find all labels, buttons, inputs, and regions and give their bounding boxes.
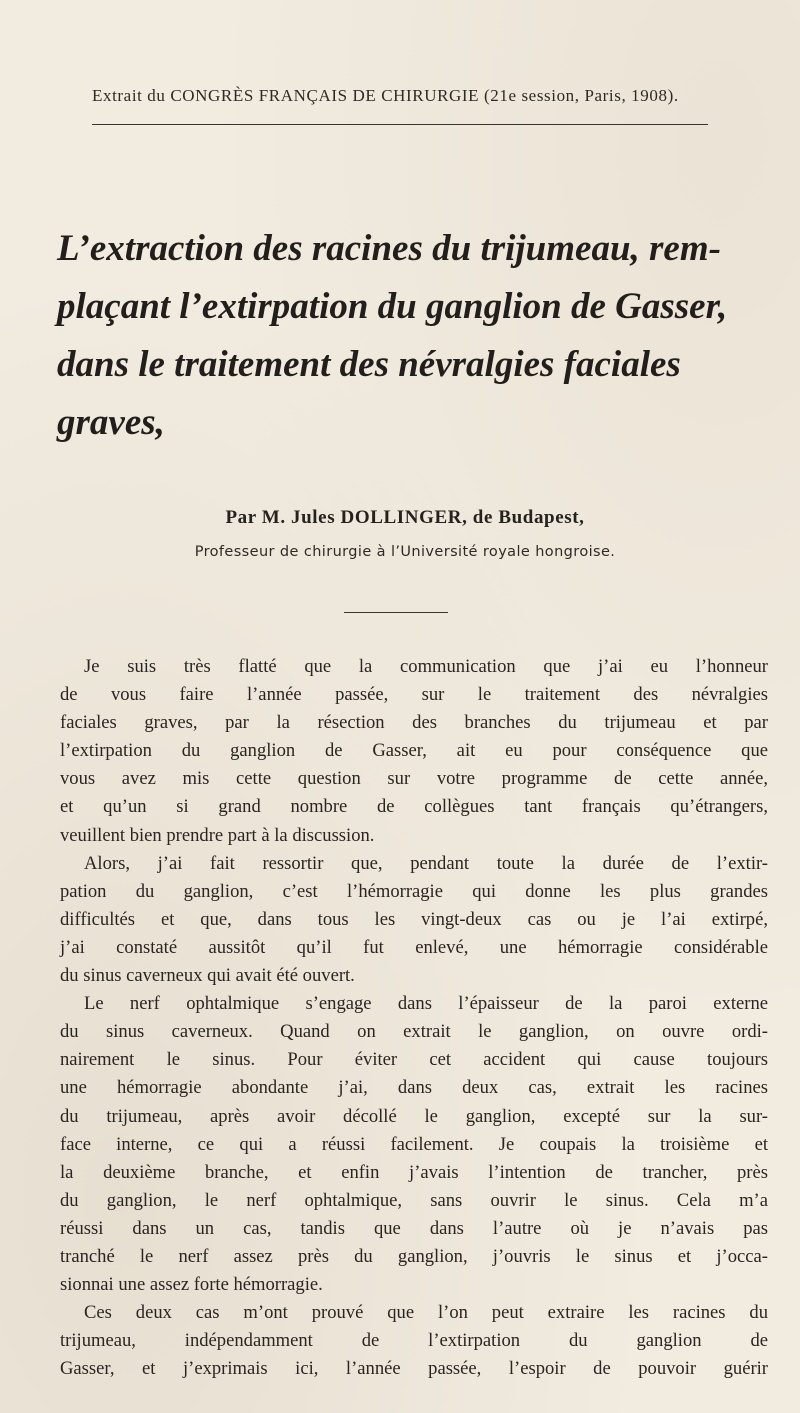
body-line: tranché le nerf assez près du ganglion, j’ouvris le sinus et j’occa-: [60, 1245, 768, 1267]
title-line: plaçant l’extirpation du ganglion de Gasser,: [57, 286, 728, 327]
body-line: du sinus caverneux. Quand on extrait le ganglion, on ouvre ordi-: [60, 1021, 768, 1043]
author-byline: Par M. Jules DOLLINGER, de Budapest,: [225, 507, 585, 528]
body-line: face interne, ce qui a réussi facilement. Je coupais la troisième et: [60, 1133, 768, 1155]
title-line: dans le traitement des névralgies faciales: [57, 344, 681, 385]
body-line: Alors, j’ai fait ressortir que, pendant toute la durée de l’extir-: [84, 852, 768, 874]
body-line: faciales graves, par la résection des branches du trijumeau et par: [60, 712, 768, 734]
body-line: du sinus caverneux qui avait été ouvert.: [60, 965, 355, 987]
body-line: du trijumeau, après avoir décollé le ganglion, excepté sur la sur-: [60, 1105, 768, 1127]
body-line: trijumeau, indépendamment de l’extirpation du ganglion de: [60, 1330, 768, 1352]
article-body: [60, 653, 768, 1383]
title-line: L’extraction des racines du trijumeau, rem-: [57, 228, 721, 269]
body-line: l’extirpation du ganglion de Gasser, ait eu pour conséquence que: [60, 740, 768, 762]
article-title: [57, 220, 747, 452]
body-line: du ganglion, le nerf ophtalmique, sans ouvrir le sinus. Cela m’a: [60, 1189, 768, 1211]
body-line: Ces deux cas m’ont prouvé que l’on peut extraire les racines du: [84, 1302, 768, 1324]
journal-header: Extrait du CONGRÈS FRANÇAIS DE CHIRURGIE (21e session, Paris, 1908).: [92, 86, 679, 105]
section-separator: [344, 612, 448, 613]
body-line: Je suis très flatté que la communication que j’ai eu l’honneur: [84, 656, 768, 677]
body-line: de vous faire l’année passée, sur le traitement des névralgies: [60, 684, 768, 706]
body-line: veuillent bien prendre part à la discussion.: [60, 824, 375, 846]
body-line: la deuxième branche, et enfin j’avais l’intention de trancher, près: [60, 1161, 768, 1183]
body-line: j’ai constaté aussitôt qu’il fut enlevé, une hémorragie considérable: [60, 936, 768, 958]
body-line: difficultés et que, dans tous les vingt-deux cas ou je l’ai extirpé,: [60, 908, 768, 930]
header-rule: [92, 124, 708, 125]
body-line: réussi dans un cas, tandis que dans l’autre où je n’avais pas: [60, 1217, 768, 1239]
body-line: Gasser, et j’exprimais ici, l’année passée, l’espoir de pouvoir guérir: [60, 1358, 768, 1380]
body-line: sionnai une assez forte hémorragie.: [60, 1274, 323, 1296]
author-affiliation: Professeur de chirurgie à l’Université royale hongroise.: [194, 544, 616, 560]
body-line: vous avez mis cette question sur votre programme de cette année,: [60, 768, 768, 790]
body-line: et qu’un si grand nombre de collègues tant français qu’étrangers,: [60, 796, 768, 818]
body-line: nairement le sinus. Pour éviter cet accident qui cause toujours: [60, 1049, 768, 1071]
title-line: graves,: [57, 402, 165, 443]
body-line: une hémorragie abondante j’ai, dans deux cas, extrait les racines: [60, 1077, 768, 1099]
body-line: Le nerf ophtalmique s’engage dans l’épaisseur de la paroi externe: [84, 993, 768, 1015]
body-line: pation du ganglion, c’est l’hémorragie qui donne les plus grandes: [60, 880, 768, 902]
